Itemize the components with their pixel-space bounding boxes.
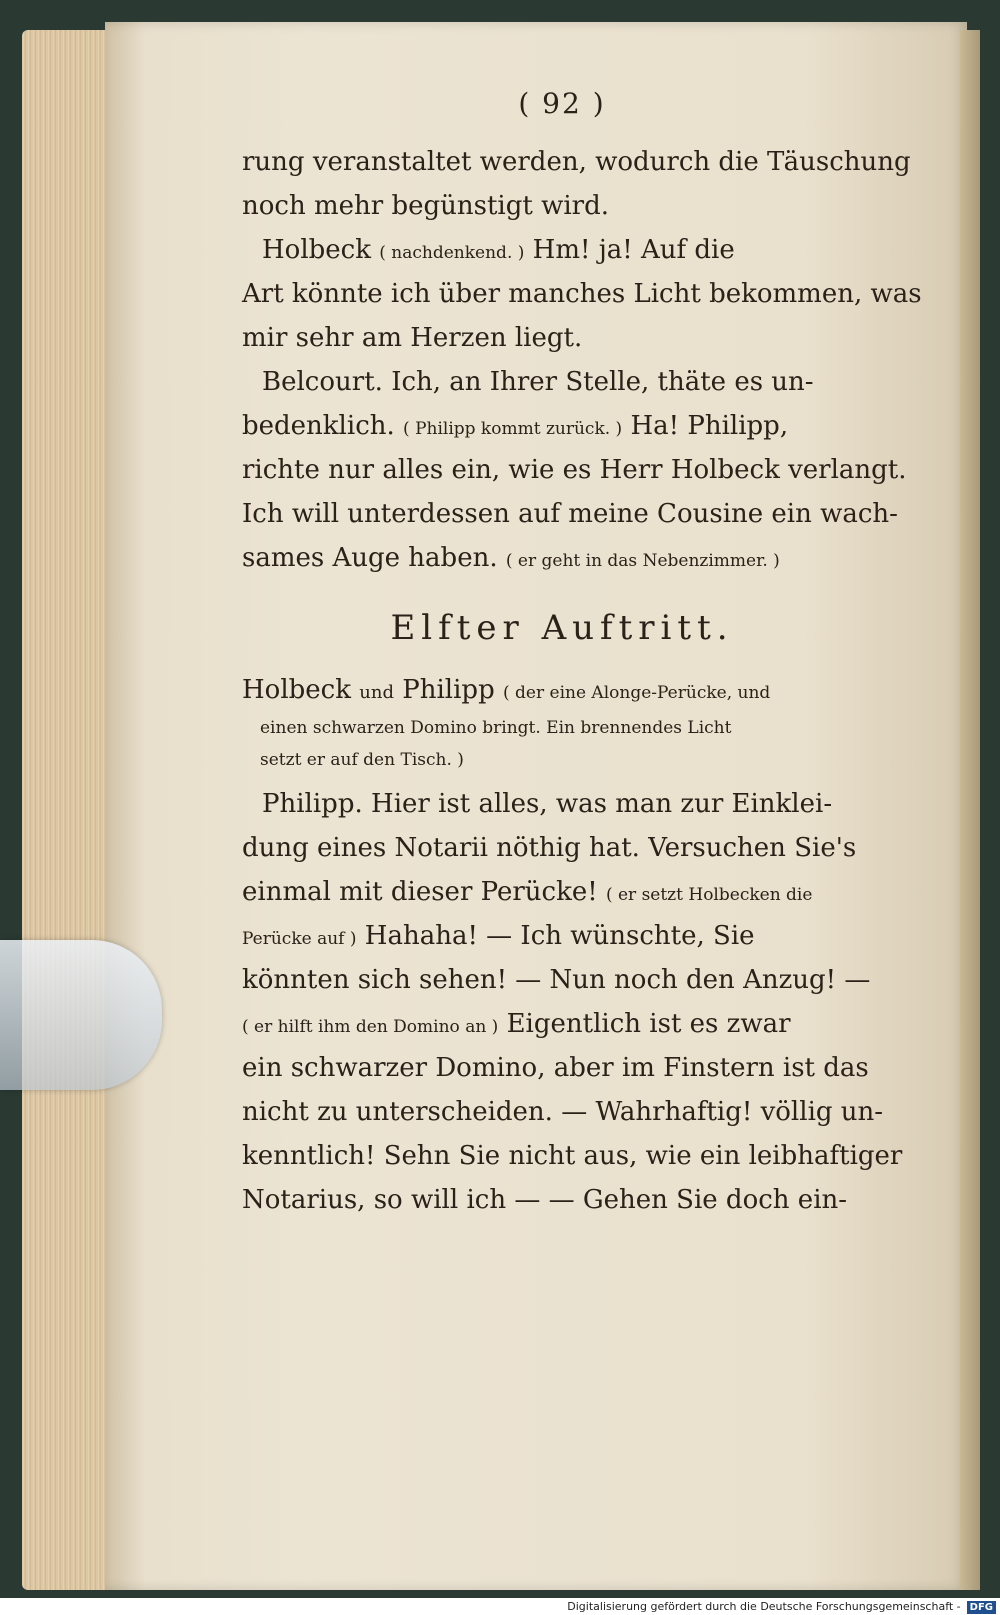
- text-line: Ich will unterdessen auf meine Cousine ein wach-: [242, 499, 898, 529]
- text-line: rung veranstaltet werden, wodurch die Täuschung: [242, 147, 911, 177]
- text-line: Notarius, so will ich — — Gehen Sie doch ein-: [242, 1185, 848, 1215]
- stage-direction: Perücke auf ): [242, 929, 357, 949]
- text-line: richte nur alles ein, wie es Herr Holbeck verlangt.: [242, 455, 907, 485]
- dfg-logo: DFG: [967, 1601, 996, 1614]
- text-line: nicht zu unterscheiden. — Wahrhaftig! völlig un-: [242, 1097, 884, 1127]
- scene-title: Elfter Auftritt.: [390, 608, 734, 648]
- text-line: Art könnte ich über manches Licht bekommen, was: [242, 279, 922, 309]
- text-line: ein schwarzer Domino, aber im Finstern ist das: [242, 1053, 869, 1083]
- text-line: ( er hilft ihm den Domino an ) Eigentlich ist es zwar: [242, 1009, 791, 1039]
- footer-text: Digitalisierung gefördert durch die Deutsche Forschungsgemeinschaft -: [567, 1600, 961, 1613]
- text-line: Belcourt. Ich, an Ihrer Stelle, thäte es un-: [262, 367, 814, 397]
- book-page-edges: [22, 30, 117, 1590]
- text-line: mir sehr am Herzen liegt.: [242, 323, 583, 353]
- text-line: dung eines Notarii nöthig hat. Versuchen Sie's: [242, 833, 857, 863]
- text-line: einmal mit dieser Perücke! ( er setzt Holbecken die: [242, 877, 813, 907]
- stage-direction: ( er hilft ihm den Domino an ): [242, 1017, 499, 1037]
- digitization-footer: [0, 1598, 1000, 1615]
- stage-direction: einen schwarzen Domino bringt. Ein brennendes Licht: [260, 718, 732, 738]
- speaker-name: Philipp.: [262, 789, 363, 819]
- stage-direction: ( nachdenkend. ): [379, 243, 525, 263]
- stage-direction: ( er geht in das Nebenzimmer. ): [505, 551, 780, 571]
- speaker-name: Holbeck: [262, 235, 371, 265]
- text-line: könnten sich sehen! — Nun noch den Anzug! —: [242, 965, 871, 995]
- text-line: Perücke auf ) Hahaha! — Ich wünschte, Sie: [242, 921, 755, 951]
- text-line: Philipp. Hier ist alles, was man zur Einklei-: [262, 789, 833, 819]
- book-right-edge: [960, 30, 980, 1590]
- text-line: sames Auge haben. ( er geht in das Nebenzimmer. ): [242, 543, 780, 573]
- text-line: noch mehr begünstigt wird.: [242, 191, 609, 221]
- stage-direction: ( Philipp kommt zurück. ): [403, 419, 623, 439]
- scene-cast: Holbeck und Philipp ( der eine Alonge-Perücke, und: [242, 675, 771, 705]
- text-line: Holbeck ( nachdenkend. ) Hm! ja! Auf die: [262, 235, 735, 265]
- text-line: kenntlich! Sehn Sie nicht aus, wie ein leibhaftiger: [242, 1141, 903, 1171]
- page-number: ( 92 ): [518, 87, 606, 120]
- text-line: bedenklich. ( Philipp kommt zurück. ) Ha! Philipp,: [242, 411, 789, 441]
- stage-direction: ( er setzt Holbecken die: [605, 885, 813, 905]
- speaker-name: Belcourt.: [262, 367, 383, 397]
- stage-direction: setzt er auf den Tisch. ): [260, 750, 464, 770]
- page-clip: [0, 940, 162, 1090]
